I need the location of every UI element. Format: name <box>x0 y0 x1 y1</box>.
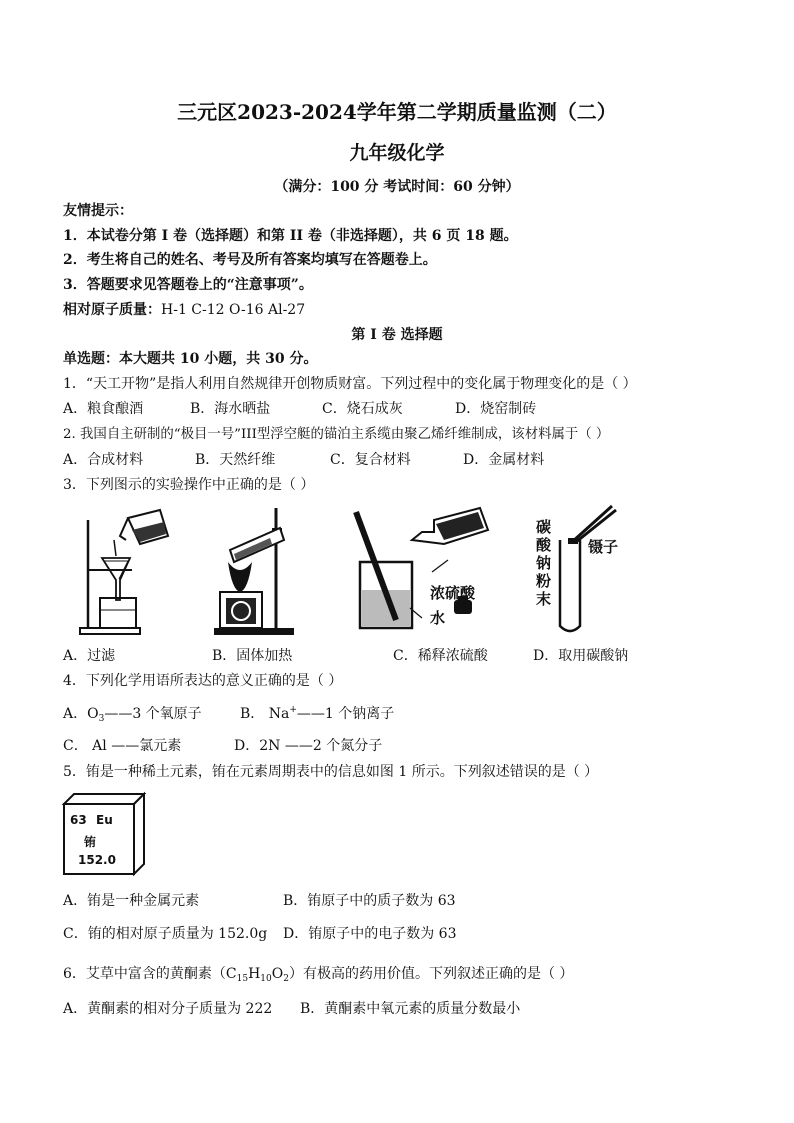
question-3-option-c[interactable]: C．稀释浓硫酸 <box>393 648 488 664</box>
option-text: ——3 个氧原子 <box>104 706 202 722</box>
tip-item: 3．答题要求见答题卷上的“注意事项”。 <box>63 277 313 293</box>
option-text: A．O <box>63 706 99 722</box>
question-5-option-d[interactable]: D．铕原子中的电子数为 63 <box>283 926 457 942</box>
atomic-mass-line <box>63 299 305 319</box>
superscript: + <box>289 705 297 715</box>
exam-subtitle: 九年级化学 <box>349 142 445 164</box>
question-4-stem: 4．下列化学用语所表达的意义正确的是（ ） <box>63 673 343 689</box>
element-symbol: Eu <box>96 813 113 827</box>
subscript: 3 <box>98 714 105 724</box>
question-1-option-d[interactable]: D．烧窑制砖 <box>455 401 537 417</box>
question-4-option-c[interactable]: C． Al ——氯元素 <box>63 738 182 754</box>
question-6-option-a[interactable]: A．黄酮素的相对分子质量为 222 <box>63 1001 273 1017</box>
powder-char: 末 <box>536 590 552 608</box>
exam-meta: （满分：100 分 考试时间：60 分钟） <box>274 179 520 195</box>
question-5-option-b[interactable]: B．铕原子中的质子数为 63 <box>283 893 456 909</box>
option-text: ——1 个钠离子 <box>296 706 395 722</box>
question-2-option-d[interactable]: D．金属材料 <box>463 452 545 468</box>
stem-text: 6．艾草中富含的黄酮素（C <box>63 966 237 982</box>
question-4-option-a[interactable] <box>63 703 202 724</box>
heating-diagram <box>210 500 320 640</box>
stem-text: H <box>248 966 261 982</box>
question-6-stem <box>63 963 573 984</box>
question-5-option-a[interactable]: A．铕是一种金属元素 <box>63 893 200 909</box>
figure-solid-heating <box>210 500 320 640</box>
tip-item: 2．考生将自己的姓名、考号及所有答案均填写在答题卷上。 <box>63 252 437 268</box>
label-sodium-carbonate-powder <box>536 518 554 608</box>
element-name: 铕 <box>84 835 97 849</box>
question-2-option-a[interactable]: A．合成材料 <box>63 452 144 468</box>
stem-text: ）有极高的药用价值。下列叙述正确的是（ ） <box>288 966 574 982</box>
filtration-diagram <box>70 500 180 640</box>
question-3-option-a[interactable]: A．过滤 <box>63 648 116 664</box>
question-6-option-b[interactable]: B．黄酮素中氧元素的质量分数最小 <box>300 1001 521 1017</box>
question-1-stem: 1．“天工开物”是指人利用自然规律开创物质财富。下列过程中的变化属于物理变化的是（ ） <box>63 376 637 392</box>
subscript: 2 <box>283 974 289 984</box>
question-5-stem: 5．铕是一种稀土元素，铕在元素周期表中的信息如图 1 所示。下列叙述错误的是（ ） <box>63 764 599 780</box>
tips-heading: 友情提示： <box>63 203 133 219</box>
subscript: 15 <box>236 974 249 984</box>
element-number: 63 <box>70 813 87 827</box>
subscript: 10 <box>260 974 272 984</box>
option-text: B． Na <box>240 706 290 722</box>
question-4-option-b[interactable] <box>240 703 394 723</box>
stem-text: O <box>271 966 284 982</box>
figure-filtration <box>70 500 180 640</box>
label-water: 水 <box>430 609 446 627</box>
question-1-option-c[interactable]: C．烧石成灰 <box>322 401 403 417</box>
atomic-mass-values: H-1 C-12 O-16 Al-27 <box>161 302 306 318</box>
question-1-option-b[interactable]: B．海水晒盐 <box>190 401 271 417</box>
tip-item: 1．本试卷分第 I 卷（选择题）和第 II 卷（非选择题），共 6 页 18 题。 <box>63 228 518 244</box>
question-3-option-d[interactable]: D．取用碳酸钠 <box>533 648 629 664</box>
question-2-option-c[interactable]: C．复合材料 <box>330 452 411 468</box>
question-1-option-a[interactable]: A．粮食酿酒 <box>63 401 144 417</box>
section-title: 第 I 卷 选择题 <box>351 327 443 343</box>
question-3-stem: 3．下列图示的实验操作中正确的是（ ） <box>63 477 315 493</box>
dilution-diagram <box>348 500 498 640</box>
powder-char: 钠 <box>536 554 552 572</box>
section-instruction: 单选题：本大题共 10 小题，共 30 分。 <box>63 351 318 367</box>
question-2-option-b[interactable]: B．天然纤维 <box>195 452 276 468</box>
question-4-option-d[interactable]: D．2N ——2 个氮分子 <box>234 738 383 754</box>
question-5-option-c[interactable]: C．铕的相对原子质量为 152.0g <box>63 926 268 942</box>
question-3-option-b[interactable]: B．固体加热 <box>212 648 293 664</box>
exam-title: 三元区2023-2024学年第二学期质量监测（二） <box>177 100 617 124</box>
atomic-mass-label: 相对原子质量： <box>63 302 161 318</box>
question-2-stem: 2. 我国自主研制的“极目一号”III型浮空艇的锚泊主系缆由聚乙烯纤维制成，该材料属于（ ） <box>63 427 610 442</box>
label-sulfuric-acid: 浓硫酸 <box>430 584 476 602</box>
figure-dilute-acid <box>348 500 498 640</box>
element-mass: 152.0 <box>78 853 116 867</box>
powder-char: 粉 <box>536 572 552 590</box>
powder-char: 酸 <box>536 536 552 554</box>
powder-char: 碳 <box>536 518 552 536</box>
label-tweezers: 镊子 <box>588 538 619 556</box>
